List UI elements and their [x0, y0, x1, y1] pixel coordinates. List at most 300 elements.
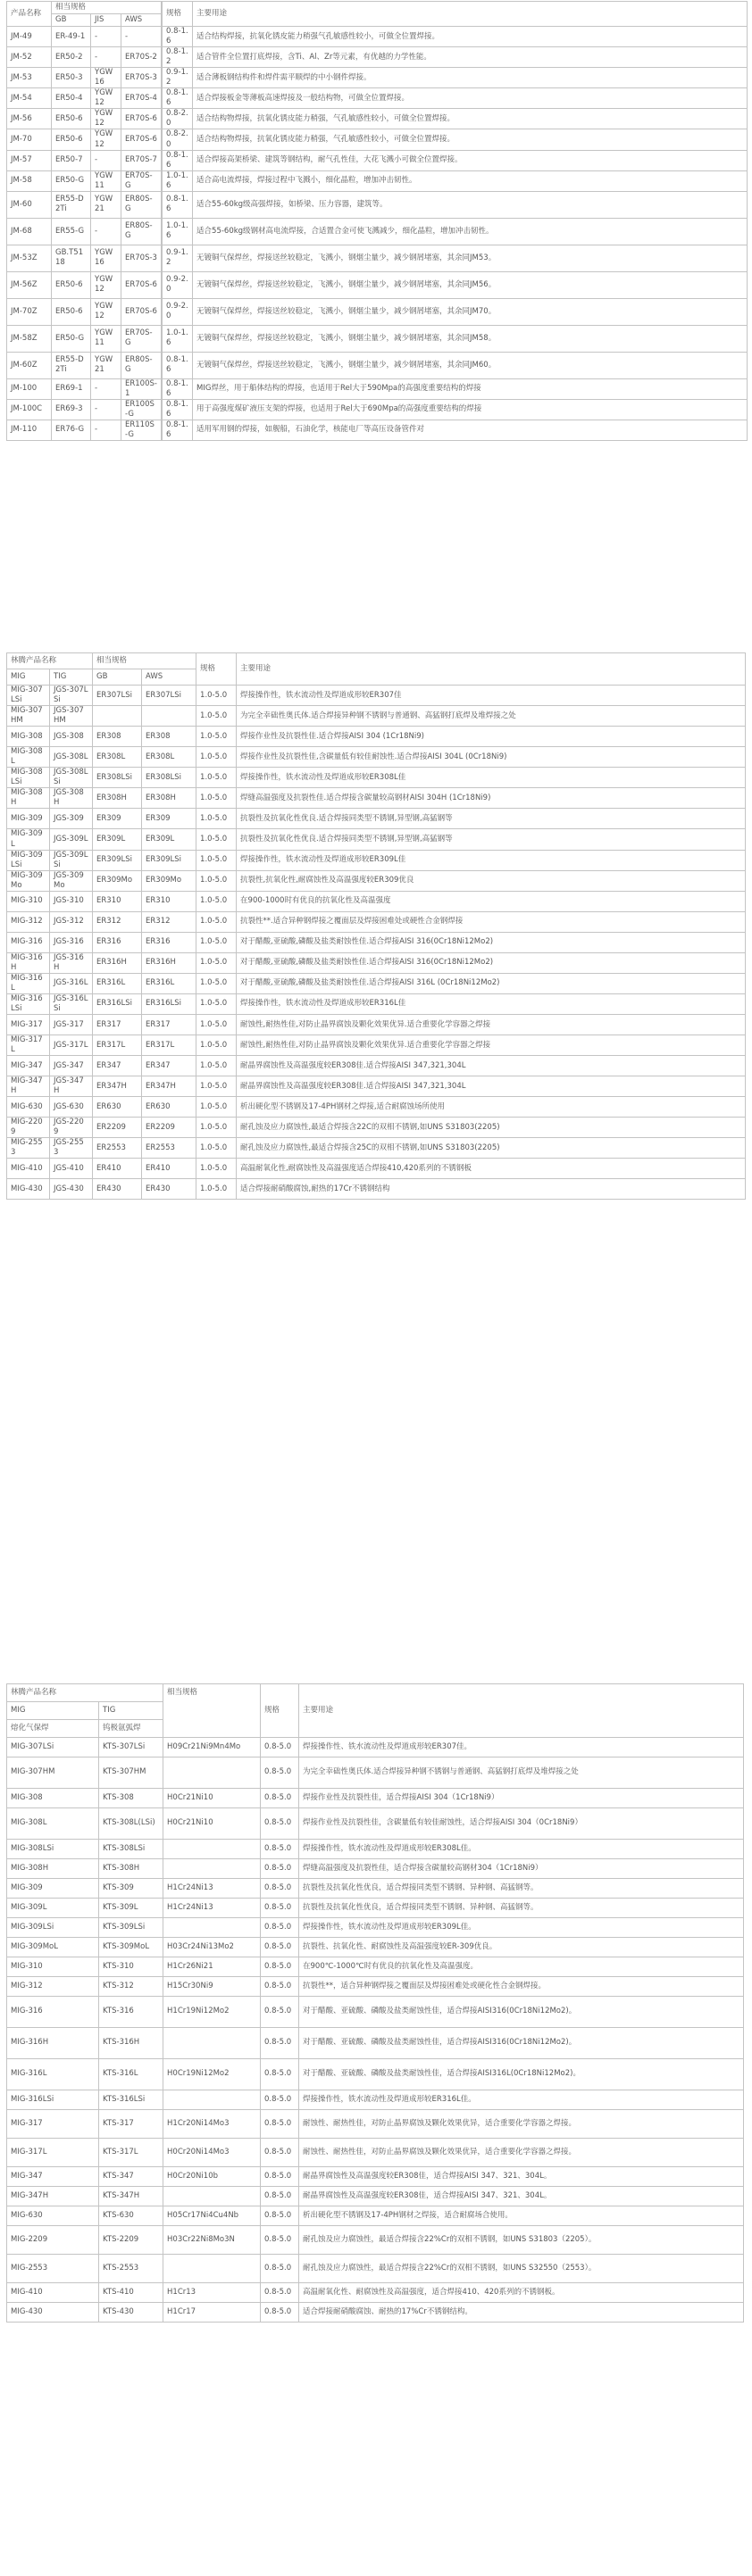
cell-std: H1Cr17 [163, 2303, 261, 2323]
table-row [7, 2206, 744, 2226]
cell-name: JM-56 [7, 109, 52, 129]
cell-use: 抗裂性及抗氧化性优良，适合焊接同类型不锈钢、异种钢、高猛钢等。 [299, 1879, 744, 1899]
cell-spec: 0.8-5.0 [261, 1789, 299, 1808]
table-row [7, 993, 746, 1014]
cell-std [163, 1918, 261, 1938]
cell-use: 耐蚀性,耐热性佳,对防止晶界腐蚀及颗化效果优异.适合重要化学容器之焊接 [237, 1015, 746, 1035]
table-row [7, 1957, 744, 1977]
table-row [7, 129, 748, 150]
table-row [7, 2059, 744, 2090]
cell-name: JM-56Z [7, 271, 52, 298]
cell-use: 焊接操作性，铁水流动性及焊道成形较ER309L佳 [237, 850, 746, 870]
cell-spec: 1.0-5.0 [196, 1056, 237, 1076]
cell-jis: YGW12 [91, 298, 121, 325]
cell-tig: JGS-347H [50, 1076, 93, 1097]
cell-tig: JGS-347 [50, 1056, 93, 1076]
cell-name: JM-70Z [7, 298, 52, 325]
cell-spec: 1.0-5.0 [196, 706, 237, 727]
cell-use: 耐孔蚀及应力腐蚀性,最适合焊接含25C的双相不锈钢,如UNS S31803(2205) [237, 1138, 746, 1159]
cell-gb: ER312 [93, 911, 142, 932]
cell-use: 焊接作业性及抗裂性佳，含碳量低有较佳耐蚀性，适合焊接AISI 304（0Cr18Ni9） [299, 1808, 744, 1840]
cell-gb: ER69-1 [52, 378, 91, 399]
header-tig: TIG [50, 669, 93, 686]
header-equivalent-spec: 相当规格 [52, 2, 162, 14]
table-row [7, 2226, 744, 2255]
cell-spec: 1.0-5.0 [196, 1035, 237, 1056]
cell-spec: 0.8-5.0 [261, 2187, 299, 2206]
cell-aws: ER70S-7 [121, 150, 162, 170]
cell-aws: ER430 [142, 1179, 196, 1200]
cell-aws: ER70S-2 [121, 47, 162, 68]
table-row [7, 1789, 744, 1808]
cell-mig: MIG-2209 [7, 2226, 99, 2255]
header-spec: 规格 [163, 2, 193, 27]
cell-tig: JGS-410 [50, 1159, 93, 1179]
cell-use: 抗裂性,抗氧化性,耐腐蚀性及高温强度较ER309优良 [237, 870, 746, 891]
table-row [7, 27, 748, 47]
cell-tig: KTS-2209 [99, 2226, 163, 2255]
cell-mig: MIG-312 [7, 1977, 99, 1997]
cell-tig: JGS-2209 [50, 1118, 93, 1138]
table-row [7, 420, 748, 440]
cell-use: 适合焊接板金等薄板高速焊接及一般结构物，可做全位置焊接。 [193, 88, 748, 109]
cell-tig: KTS-309L [99, 1899, 163, 1918]
cell-std: H15Cr30Ni9 [163, 1977, 261, 1997]
cell-aws: ER80S-G [121, 191, 162, 218]
cell-gb: ER50-6 [52, 109, 91, 129]
cell-jis: - [91, 47, 121, 68]
cell-tig: JGS-308H [50, 788, 93, 809]
cell-jis: YGW12 [91, 88, 121, 109]
cell-use: 在900℃-1000℃时有优良的抗氧化性及高温强度。 [299, 1957, 744, 1977]
cell-name: JM-100C [7, 399, 52, 420]
table-row [7, 727, 746, 747]
cell-aws: ER100S-G [121, 399, 162, 420]
cell-aws: ER80S-G [121, 218, 162, 245]
table-row [7, 2028, 744, 2059]
cell-aws: ER2209 [142, 1118, 196, 1138]
cell-jis: - [91, 420, 121, 440]
cell-spec: 0.8-1.6 [163, 27, 193, 47]
cell-use: 适合结构物焊接，抗氧化锈皮能力稍强，气孔敏感性较小，可做全位置焊接。 [193, 129, 748, 150]
table-row [7, 88, 748, 109]
cell-tig: KTS-630 [99, 2206, 163, 2226]
cell-spec: 0.8-5.0 [261, 1997, 299, 2028]
cell-spec: 1.0-5.0 [196, 1076, 237, 1097]
cell-use: 焊接作业性及抗裂性佳.适合焊接AISI 304 (1Cr18Ni9) [237, 727, 746, 747]
cell-use: 适合55-60kg级钢材高电流焊接，合适置合金可使飞溅减少，细化晶粒，增加冲击韧性。 [193, 218, 748, 245]
cell-tig: KTS-308 [99, 1789, 163, 1808]
table-row [7, 1859, 744, 1879]
table-row [7, 47, 748, 68]
cell-name: JM-100 [7, 378, 52, 399]
table-row [7, 1738, 744, 1757]
table-row [7, 870, 746, 891]
cell-use: 对于醋酸,亚硫酸,磷酸及盐类耐蚀性佳.适合焊接AISI 316(0Cr18Ni12Mo2) [237, 932, 746, 952]
cell-aws: ER70S-6 [121, 298, 162, 325]
cell-use: 耐晶界腐蚀性及高温强度较ER308佳.适合焊接AISI 347,321,304L [237, 1076, 746, 1097]
cell-use: 为完全幸础性奥氏体.适合焊接异种钢不锈钢与普通钢、高猛钢打底焊及堆焊接之处 [237, 706, 746, 727]
cell-spec: 0.8-1.6 [163, 420, 193, 440]
cell-spec: 0.8-5.0 [261, 2206, 299, 2226]
cell-use: 耐孔蚀及应力腐蚀性，最适合焊接含22%Cr的双相不锈钢，如UNS S31803（2205）。 [299, 2226, 744, 2255]
cell-std: H1Cr13 [163, 2283, 261, 2303]
cell-gb: ER310 [93, 891, 142, 911]
cell-tig: JGS-310 [50, 891, 93, 911]
cell-tig: KTS-308LSi [99, 1840, 163, 1859]
cell-mig: MIG-307HM [7, 706, 50, 727]
cell-spec: 0.8-1.2 [163, 47, 193, 68]
cell-mig: MIG-308H [7, 1859, 99, 1879]
cell-use: 焊缝高温强度及抗裂性佳，适合焊接含碳量较高钢材304（1Cr18Ni9） [299, 1859, 744, 1879]
cell-std [163, 2187, 261, 2206]
cell-spec: 0.8-5.0 [261, 1938, 299, 1957]
cell-tig: JGS-312 [50, 911, 93, 932]
cell-use: 高温耐氧化性,耐腐蚀性及高温强度适合焊接410,420系列的不锈钢板 [237, 1159, 746, 1179]
cell-aws: ER110S-G [121, 420, 162, 440]
cell-mig: MIG-316 [7, 1997, 99, 2028]
cell-gb: ER308 [93, 727, 142, 747]
cell-aws: ER347 [142, 1056, 196, 1076]
cell-use: 无镀铜气保焊丝，焊接送丝较稳定，飞溅小，钢烟尘量少，减少钢屑堵塞，其余同JM56。 [193, 271, 748, 298]
cell-use: 对于醋酸,亚硫酸,磷酸及盐类耐蚀性佳.适合焊接AISI 316(0Cr18Ni12Mo2) [237, 952, 746, 973]
cell-spec: 0.8-5.0 [261, 2283, 299, 2303]
cell-use: 焊接操作性、铁水流动性及焊道成形较ER307佳。 [299, 1738, 744, 1757]
cell-gb: ER316LSi [93, 993, 142, 1014]
cell-spec: 0.8-5.0 [261, 1918, 299, 1938]
cell-spec: 0.8-1.6 [163, 352, 193, 378]
cell-use: 用于高强度煤矿液压支架的焊接，也适用于Rel大于690Mpa的高强度重要结构的焊接 [193, 399, 748, 420]
table-row [7, 218, 748, 245]
header-product-name: 林腾产品名称 [7, 653, 93, 669]
cell-mig: MIG-317L [7, 1035, 50, 1056]
cell-gb: ER309Mo [93, 870, 142, 891]
table-row [7, 1918, 744, 1938]
cell-spec: 1.0-5.0 [196, 870, 237, 891]
cell-tig: KTS-316L [99, 2059, 163, 2090]
cell-std: H1Cr19Ni12Mo2 [163, 1997, 261, 2028]
cell-name: JM-49 [7, 27, 52, 47]
cell-aws: ER347H [142, 1076, 196, 1097]
header-spec: 规格 [261, 1684, 299, 1738]
cell-tig: KTS-307LSi [99, 1738, 163, 1757]
cell-aws: ER308 [142, 727, 196, 747]
cell-use: 焊接操作性，铁水流动性及焊道成形较ER308L佳 [237, 768, 746, 788]
cell-gb: ER50-G [52, 170, 91, 191]
cell-use: 耐蚀性,耐热性佳,对防止晶界腐蚀及颗化效果优异.适合重要化学容器之焊接 [237, 1035, 746, 1056]
cell-mig: MIG-316LSi [7, 993, 50, 1014]
cell-use: 抗裂性及抗氧化性优良，适合焊接同类型不锈钢、异种钢、高猛钢等。 [299, 1899, 744, 1918]
cell-spec: 0.8-5.0 [261, 1738, 299, 1757]
cell-jis: YGW16 [91, 68, 121, 88]
cell-std: H0Cr20Ni14Mo3 [163, 2139, 261, 2167]
cell-mig: MIG-347 [7, 2167, 99, 2187]
table-row [7, 1056, 746, 1076]
cell-aws [142, 706, 196, 727]
cell-mig: MIG-317 [7, 1015, 50, 1035]
cell-use: 耐孔蚀及应力腐蚀性，最适合焊接含22%Cr的双相不锈钢，如UNS S32550（2553）。 [299, 2255, 744, 2283]
header-product-name: 林腾产品名称 [7, 1684, 163, 1702]
cell-use: 无镀铜气保焊丝，焊接送丝较稳定，飞溅小，钢烟尘量少，减少钢屑堵塞，其余同JM58。 [193, 325, 748, 352]
cell-aws: ER316H [142, 952, 196, 973]
cell-aws: ER308H [142, 788, 196, 809]
cell-mig: MIG-347H [7, 2187, 99, 2206]
cell-aws: ER410 [142, 1159, 196, 1179]
table-row [7, 1035, 746, 1056]
cell-spec: 1.0-5.0 [196, 1159, 237, 1179]
cell-spec: 1.0-5.0 [196, 911, 237, 932]
cell-use: 适合结构物焊接，抗氧化锈皮能力稍强，气孔敏感性较小，可做全位置焊接。 [193, 109, 748, 129]
cell-jis: YGW11 [91, 325, 121, 352]
cell-use: 焊接操作性，铁水流动性及焊道成形较ER316L佳。 [299, 2090, 744, 2110]
cell-mig: MIG-347 [7, 1056, 50, 1076]
table-row [7, 1899, 744, 1918]
cell-aws: ER307LSi [142, 686, 196, 706]
cell-mig: MIG-309 [7, 1879, 99, 1899]
cell-aws: ER316LSi [142, 993, 196, 1014]
cell-std [163, 1757, 261, 1789]
cell-gb: ER50-4 [52, 88, 91, 109]
cell-use: 适合55-60kg级高强焊接，如桥梁、压力容器，建筑等。 [193, 191, 748, 218]
cell-gb: ER347H [93, 1076, 142, 1097]
cell-spec: 1.0-5.0 [196, 829, 237, 850]
table-row [7, 352, 748, 378]
cell-tig: KTS-310 [99, 1957, 163, 1977]
header-equivalent-spec: 相当规格 [93, 653, 196, 669]
table-row [7, 1159, 746, 1179]
header-equivalent-spec: 相当规格 [163, 1684, 261, 1738]
table-row [7, 768, 746, 788]
cell-gb: ER309L [93, 829, 142, 850]
cell-gb: ER-49-1 [52, 27, 91, 47]
cell-tig: JGS-308 [50, 727, 93, 747]
cell-name: JM-110 [7, 420, 52, 440]
cell-use: 耐晶界腐蚀性及高温强度较ER308佳，适合焊接AISI 347、321、304L。 [299, 2187, 744, 2206]
cell-spec: 0.8-2.0 [163, 129, 193, 150]
table-row [7, 298, 748, 325]
cell-use: 耐孔蚀及应力腐蚀性,最适合焊接含22C的双相不锈钢,如UNS S31803(2205) [237, 1118, 746, 1138]
header-gb: GB [93, 669, 142, 686]
cell-name: JM-58Z [7, 325, 52, 352]
cell-mig: MIG-317L [7, 2139, 99, 2167]
cell-gb: ER308LSi [93, 768, 142, 788]
cell-aws: ER630 [142, 1097, 196, 1118]
cell-use: 焊接作业性及抗裂性佳，适合焊接AISI 304（1Cr18Ni9） [299, 1789, 744, 1808]
cell-name: JM-54 [7, 88, 52, 109]
cell-mig: MIG-630 [7, 2206, 99, 2226]
stainless-wire-table-b [6, 1683, 744, 2323]
cell-jis: YGW21 [91, 352, 121, 378]
cell-tig: KTS-317L [99, 2139, 163, 2167]
carbon-steel-wire-table [6, 1, 748, 441]
cell-jis: YGW21 [91, 191, 121, 218]
cell-spec: 0.8-5.0 [261, 1899, 299, 1918]
cell-std: H03Cr22Ni8Mo3N [163, 2226, 261, 2255]
cell-spec: 0.8-1.6 [163, 378, 193, 399]
cell-tig: JGS-316H [50, 952, 93, 973]
cell-spec: 0.8-5.0 [261, 1977, 299, 1997]
cell-spec: 0.8-1.6 [163, 191, 193, 218]
table-row [7, 2283, 744, 2303]
cell-use: 焊缝高温强度及抗裂性佳.适合焊接含碳量较高钢材AISI 304H (1Cr18Ni9) [237, 788, 746, 809]
cell-mig: MIG-308L [7, 1808, 99, 1840]
cell-name: JM-68 [7, 218, 52, 245]
header-main-use: 主要用途 [193, 2, 748, 27]
table-row [7, 891, 746, 911]
cell-name: JM-60Z [7, 352, 52, 378]
header-mig: MIG [7, 669, 50, 686]
cell-spec: 0.9-2.0 [163, 298, 193, 325]
table-row [7, 932, 746, 952]
cell-mig: MIG-309L [7, 829, 50, 850]
cell-mig: MIG-310 [7, 891, 50, 911]
cell-tig: KTS-312 [99, 1977, 163, 1997]
table-row [7, 952, 746, 973]
cell-mig: MIG-347H [7, 1076, 50, 1097]
cell-mig: MIG-430 [7, 2303, 99, 2323]
cell-tig: JGS-316LSi [50, 993, 93, 1014]
cell-mig: MIG-309MoL [7, 1938, 99, 1957]
cell-jis: YGW12 [91, 109, 121, 129]
table-row [7, 1840, 744, 1859]
cell-spec: 1.0-5.0 [196, 891, 237, 911]
cell-spec: 0.8-1.6 [163, 150, 193, 170]
cell-use: 适合焊接高架桥梁、建筑等钢结构，耐气孔性佳，大花飞溅小可做全位置焊接。 [193, 150, 748, 170]
cell-use: 适合管件全位置打底焊接，含Ti、Al、Zr等元素，有优越的力学性能。 [193, 47, 748, 68]
cell-gb: ER309 [93, 809, 142, 829]
header-main-use: 主要用途 [299, 1684, 744, 1738]
cell-aws: ER309Mo [142, 870, 196, 891]
cell-std: H0Cr20Ni10b [163, 2167, 261, 2187]
cell-spec: 1.0-1.6 [163, 325, 193, 352]
cell-std: H03Cr24Ni13Mo2 [163, 1938, 261, 1957]
cell-gb: ER2209 [93, 1118, 142, 1138]
cell-spec: 0.8-5.0 [261, 1957, 299, 1977]
table-row [7, 1879, 744, 1899]
cell-use: 高温耐氧化性、耐腐蚀性及高温强度，适合焊接410、420系列的不锈钢板。 [299, 2283, 744, 2303]
cell-tig: KTS-347H [99, 2187, 163, 2206]
table-row [7, 809, 746, 829]
cell-mig: MIG-309Mo [7, 870, 50, 891]
cell-gb: ER50-7 [52, 150, 91, 170]
cell-use: 焊接作业性及抗裂性佳,含碳量低有较佳耐蚀性.适合焊接AISI 304L (0Cr18Ni9) [237, 747, 746, 768]
cell-name: JM-60 [7, 191, 52, 218]
table-row [7, 1015, 746, 1035]
cell-spec: 0.8-1.6 [163, 399, 193, 420]
cell-use: 焊接操作性，铁水流动性及焊道成形较ER307佳 [237, 686, 746, 706]
cell-spec: 0.8-5.0 [261, 1840, 299, 1859]
table-row [7, 245, 748, 271]
cell-gb: ER50-6 [52, 129, 91, 150]
cell-spec: 1.0-5.0 [196, 1097, 237, 1118]
cell-gb: ER69-3 [52, 399, 91, 420]
header-mig: MIG [7, 1702, 99, 1720]
table-row [7, 2110, 744, 2139]
table-row [7, 973, 746, 993]
cell-aws: ER100S-1 [121, 378, 162, 399]
cell-spec: 0.8-5.0 [261, 1879, 299, 1899]
cell-gb: ER317L [93, 1035, 142, 1056]
cell-gb: ER50-G [52, 325, 91, 352]
cell-mig: MIG-430 [7, 1179, 50, 1200]
cell-mig: MIG-307LSi [7, 686, 50, 706]
cell-aws: ER309L [142, 829, 196, 850]
cell-gb: ER410 [93, 1159, 142, 1179]
cell-mig: MIG-410 [7, 1159, 50, 1179]
cell-mig: MIG-307HM [7, 1757, 99, 1789]
cell-mig: MIG-410 [7, 2283, 99, 2303]
cell-std: H1Cr26Ni21 [163, 1957, 261, 1977]
cell-spec: 1.0-5.0 [196, 1015, 237, 1035]
cell-std [163, 1859, 261, 1879]
cell-mig: MIG-307LSi [7, 1738, 99, 1757]
cell-use: 无镀铜气保焊丝，焊接送丝较稳定，飞溅小，钢烟尘量少，减少钢屑堵塞，其余同JM60。 [193, 352, 748, 378]
cell-spec: 1.0-5.0 [196, 727, 237, 747]
cell-spec: 0.8-5.0 [261, 2167, 299, 2187]
cell-aws: ER80S-G [121, 352, 162, 378]
cell-mig: MIG-316 [7, 932, 50, 952]
cell-spec: 1.0-5.0 [196, 1138, 237, 1159]
cell-aws: ER70S-3 [121, 245, 162, 271]
header-main-use: 主要用途 [237, 653, 746, 686]
cell-use: MIG焊丝，用于船体结构的焊接，也适用于Rel大于590Mpa的高强度重要结构的焊接 [193, 378, 748, 399]
cell-tig: JGS-430 [50, 1179, 93, 1200]
table-row [7, 1118, 746, 1138]
cell-mig: MIG-317 [7, 2110, 99, 2139]
cell-std: H05Cr17Ni4Cu4Nb [163, 2206, 261, 2226]
header-product-name: 产品名称 [7, 2, 52, 27]
cell-tig: JGS-309L [50, 829, 93, 850]
cell-aws: ER70S-3 [121, 68, 162, 88]
cell-std [163, 2255, 261, 2283]
cell-jis: - [91, 27, 121, 47]
cell-use: 耐晶界腐蚀性及高温强度较ER308佳.适合焊接AISI 347,321,304L [237, 1056, 746, 1076]
table-row [7, 1808, 744, 1840]
cell-aws: - [121, 27, 162, 47]
cell-spec: 1.0-5.0 [196, 768, 237, 788]
cell-spec: 0.8-5.0 [261, 2028, 299, 2059]
cell-aws: ER309LSi [142, 850, 196, 870]
cell-gb [93, 706, 142, 727]
cell-spec: 0.8-5.0 [261, 2059, 299, 2090]
table-row [7, 399, 748, 420]
cell-aws: ER316 [142, 932, 196, 952]
table-row [7, 1179, 746, 1200]
table-row [7, 2303, 744, 2323]
cell-tig: JGS-630 [50, 1097, 93, 1118]
cell-tig: KTS-307HM [99, 1757, 163, 1789]
table-row [7, 1076, 746, 1097]
cell-gb: ER50-6 [52, 271, 91, 298]
header-gb: GB [52, 14, 91, 27]
cell-name: JM-53 [7, 68, 52, 88]
header-aws: AWS [142, 669, 196, 686]
cell-use: 对于醋酸、亚硫酸、磷酸及盐类耐蚀性佳，适合焊接AISI316(0Cr18Ni12Mo2)。 [299, 1997, 744, 2028]
cell-mig: MIG-2553 [7, 1138, 50, 1159]
header-jis: JIS [91, 14, 121, 27]
cell-gb: ER2553 [93, 1138, 142, 1159]
cell-use: 对于醋酸、亚硫酸、磷酸及盐类耐蚀性佳，适合焊接AISI316(0Cr18Ni12Mo2)。 [299, 2028, 744, 2059]
cell-tig: KTS-316 [99, 1997, 163, 2028]
cell-spec: 1.0-5.0 [196, 1179, 237, 1200]
table-row [7, 1757, 744, 1789]
cell-use: 耐晶界腐蚀性及高温强度较ER308佳，适合焊接AISI 347、321、304L。 [299, 2167, 744, 2187]
cell-jis: YGW16 [91, 245, 121, 271]
cell-aws: ER70S-6 [121, 271, 162, 298]
cell-spec: 1.0-5.0 [196, 932, 237, 952]
cell-std: H0Cr19Ni12Mo2 [163, 2059, 261, 2090]
table-row [7, 109, 748, 129]
